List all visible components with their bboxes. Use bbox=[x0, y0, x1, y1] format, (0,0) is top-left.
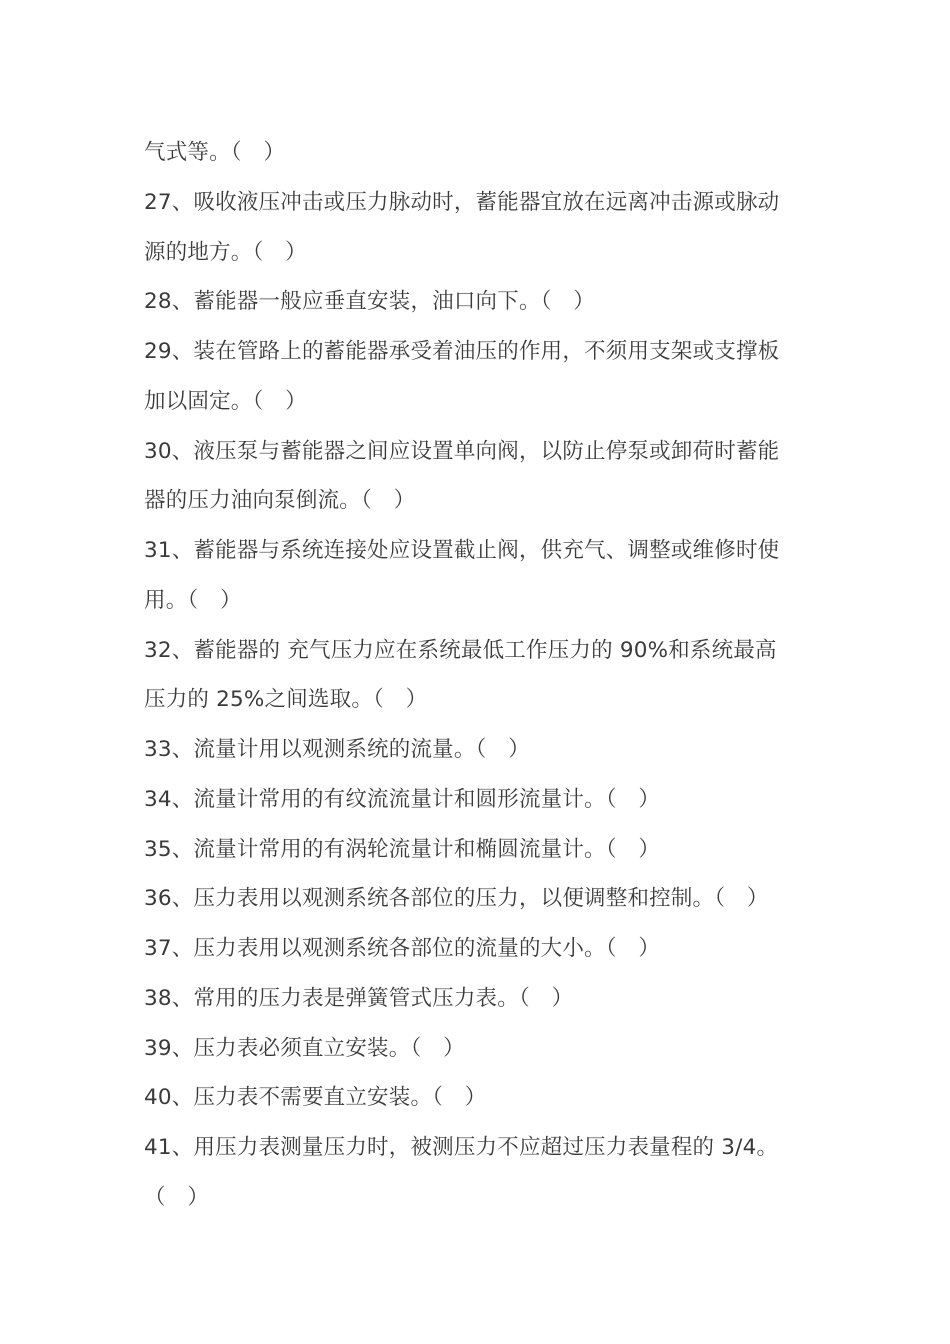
text-line: 29、装在管路上的蓄能器承受着油压的作用，不须用支架或支撑板 bbox=[144, 339, 780, 364]
text-line: 31、蓄能器与系统连接处应设置截止阀，供充气、调整或维修时使 bbox=[144, 538, 780, 563]
text-line: 器的压力油向泵倒流。（ ） bbox=[144, 488, 416, 514]
text-line: 37、压力表用以观测系统各部位的流量的大小。（ ） bbox=[144, 936, 661, 961]
text-line: 41、用压力表测量压力时，被测压力不应超过压力表量程的 3/4。 bbox=[144, 1135, 779, 1160]
text-line: 39、压力表必须直立安装。（ ） bbox=[144, 1035, 465, 1061]
text-line: 压力的 25%之间选取。（ ） bbox=[144, 687, 428, 713]
text-line: 加以固定。（ ） bbox=[144, 388, 307, 414]
text-line: 38、常用的压力表是弹簧管式压力表。（ ） bbox=[144, 985, 574, 1011]
text-line: 气式等。（ ） bbox=[144, 140, 286, 165]
question-list bbox=[144, 128, 814, 1223]
text-line: 34、流量计常用的有纹流流量计和圆形流量计。（ ） bbox=[144, 786, 661, 812]
text-line: 用。（ ） bbox=[144, 587, 242, 613]
text-line: 源的地方。（ ） bbox=[144, 239, 307, 265]
text-line: 32、蓄能器的 充气压力应在系统最低工作压力的 90%和系统最高 bbox=[144, 637, 777, 663]
text-line: （ ） bbox=[144, 1184, 210, 1210]
text-line: 40、压力表不需要直立安装。（ ） bbox=[144, 1085, 487, 1111]
text-line: 28、蓄能器一般应垂直安装，油口向下。（ ） bbox=[144, 289, 596, 315]
text-line: 33、流量计用以观测系统的流量。（ ） bbox=[144, 737, 530, 762]
text-line: 27、吸收液压冲击或压力脉动时，蓄能器宜放在远离冲击源或脉动 bbox=[144, 189, 780, 215]
text-line: 35、流量计常用的有涡轮流量计和椭圆流量计。（ ） bbox=[144, 836, 661, 862]
text-line: 36、压力表用以观测系统各部位的压力，以便调整和控制。（ ） bbox=[144, 886, 769, 912]
text-line: 30、液压泵与蓄能器之间应设置单向阀，以防止停泵或卸荷时蓄能 bbox=[144, 438, 780, 464]
